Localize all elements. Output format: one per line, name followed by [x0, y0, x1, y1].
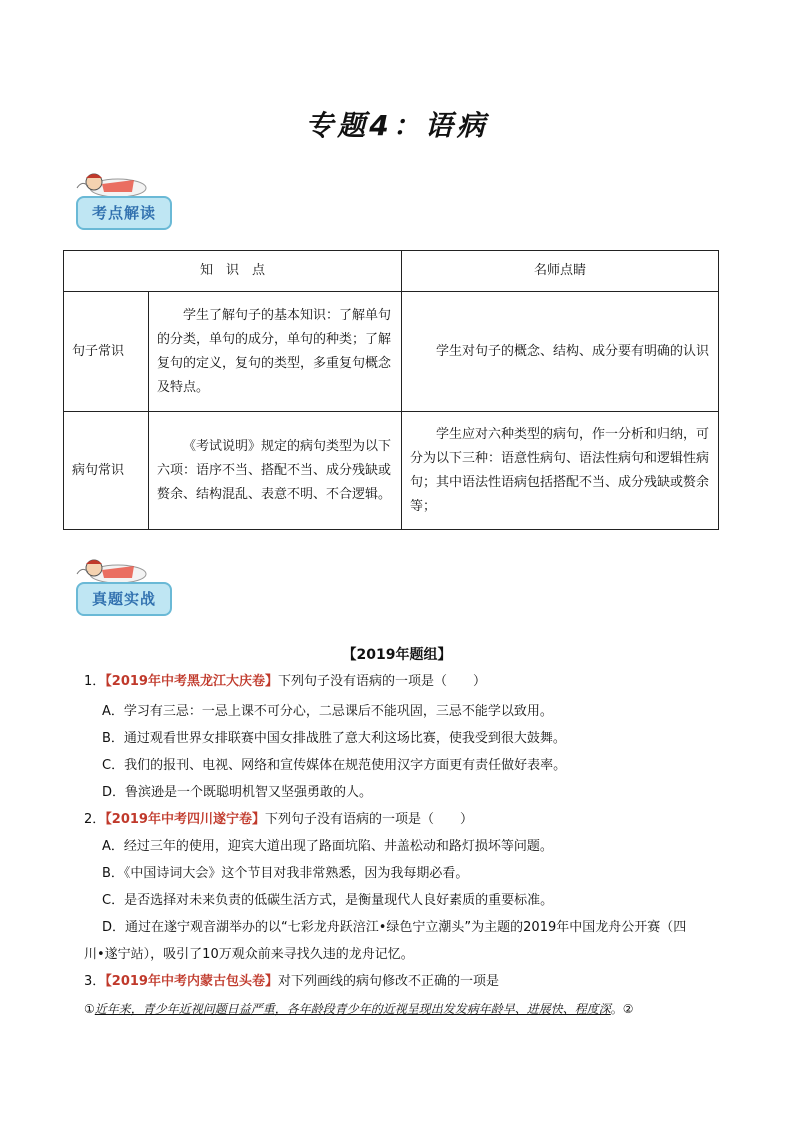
- badge-label: 考点解读: [76, 196, 172, 230]
- row-tip: 学生对句子的概念、结构、成分要有明确的认识: [402, 292, 719, 412]
- passage-line: [84, 997, 724, 1021]
- passage-tail: 。②: [610, 1002, 634, 1016]
- row-tip: 学生应对六种类型的病句，作一分析和归纳，可分为以下三种：语意性病句、语法性病句和逻辑性病句；其中语法性语病包括搭配不当、成分残缺或赘余等；: [402, 412, 719, 530]
- section-badge-kaodian: [64, 170, 174, 230]
- option-b: B．《中国诗词大会》这个节目对我非常熟悉，因为我每期必看。: [102, 866, 469, 881]
- row-category: 病句常识: [64, 412, 149, 530]
- page-title: 专题4：语病: [305, 109, 489, 142]
- table-row: [64, 412, 719, 530]
- row-knowledge: 《考试说明》规定的病句类型为以下六项：语序不当、搭配不当、成分残缺或赘余、结构混乱、表意不明、不合逻辑。: [149, 412, 402, 530]
- table-row: [64, 292, 719, 412]
- option-b: B．通过观看世界女排联赛中国女排战胜了意大利这场比赛，使我受到很大鼓舞。: [102, 731, 566, 746]
- option-a: A．学习有三忌：一忌上课不可分心，二忌课后不能巩固，三忌不能学以致用。: [102, 704, 553, 719]
- section-badge-zhenti: [64, 556, 174, 616]
- question-number: 1．: [84, 674, 106, 689]
- question-stem: 下列句子没有语病的一项是（ ）: [264, 812, 473, 827]
- option-c: C．我们的报刊、电视、网络和宣传媒体在规范使用汉字方面更有责任做好表率。: [102, 758, 567, 773]
- badge-label: 真题实战: [76, 582, 172, 616]
- table-header-tips: 名师点睛: [402, 251, 719, 292]
- option-c: C．是否选择对未来负责的低碳生活方式，是衡量现代人良好素质的重要标准。: [102, 893, 554, 908]
- option-d: D．通过在遂宁观音湖举办的以“七彩龙舟跃涪江•绿色宁立潮头”为主题的2019年中国龙舟公开赛（四: [102, 920, 687, 935]
- question-number: 2．: [84, 812, 106, 827]
- question-stem: 对下列画线的病句修改不正确的一项是: [277, 974, 499, 989]
- question-source: 【2019年中考内蒙古包头卷】: [105, 974, 278, 989]
- knowledge-table: [63, 250, 719, 530]
- question-source: 【2019年中考黑龙江大庆卷】: [105, 674, 278, 689]
- table-header-knowledge: 知 识 点: [64, 251, 402, 292]
- question-1: [84, 670, 724, 694]
- question-stem: 下列句子没有语病的一项是（ ）: [277, 674, 486, 689]
- row-category: 句子常识: [64, 292, 149, 412]
- question-2: [84, 808, 724, 832]
- option-d-continued: 川•遂宁站），吸引了10万观众前来寻找久违的龙舟记忆。: [84, 947, 414, 962]
- underlined-sentence: 近年来，青少年近视问题日益严重，各年龄段青少年的近视呈现出发发病年龄早、进展快、程度深: [94, 1002, 611, 1016]
- row-knowledge: 学生了解句子的基本知识：了解单句的分类，单句的成分，单句的种类；了解复句的定义，复句的类型，多重复句概念及特点。: [149, 292, 402, 412]
- question-3: [84, 970, 724, 994]
- passage-marker: ①: [84, 1002, 95, 1016]
- question-number: 3．: [84, 974, 106, 989]
- question-source: 【2019年中考四川遂宁卷】: [105, 812, 265, 827]
- section-title: 【2019年题组】: [342, 647, 452, 663]
- option-a: A．经过三年的使用，迎宾大道出现了路面坑陷、井盖松动和路灯损坏等问题。: [102, 839, 553, 854]
- option-d: D．鲁滨逊是一个既聪明机智又坚强勇敢的人。: [102, 785, 373, 800]
